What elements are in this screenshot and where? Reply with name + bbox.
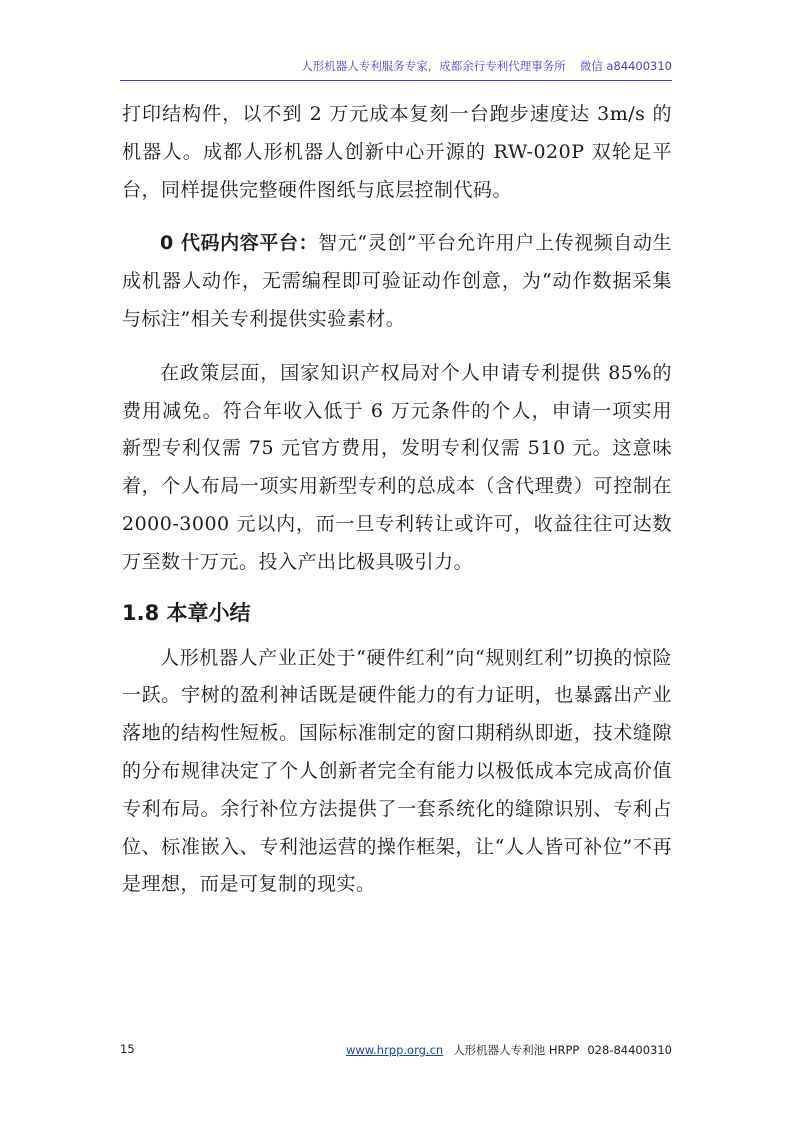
paragraph-chapter-summary: 人形机器人产业正处于“硬件红利”向“规则红利”切换的惊险一跃。宇树的盈利神话既是硬件能力的有力证明，也暴露出产业落地的结构性短板。国际标准制定的窗口期稍纵即逝，技术缝隙的分布规律决定了个人创新者完全有能力以极低成本完成高价值专利布局。余行补位方法提供了一套系统化的缝隙识别、专利占位、标准嵌入、专利池运营的操作框架，让“人人皆可补位”不再是理想，而是可复制的现实。 — [122, 646, 672, 896]
page-header — [120, 58, 672, 74]
paragraph-policy-fee-reduction: 在政策层面，国家知识产权局对个人申请专利提供 85%的费用减免。符合年收入低于 6 万元条件的个人，申请一项实用新型专利仅需 75 元官方费用，发明专利仅需 510 元。这意味着，个人布局一项实用新型专利的总成本（含代理费）可控制在 2000-3000 元以内，而一旦专利转让或许可，收益往往可达数万至数十万元。投入产出比极具吸引力。 — [122, 361, 672, 573]
document-body — [122, 96, 672, 904]
page-number: 15 — [120, 1042, 135, 1056]
header-firm-name: 人形机器人专利服务专家，成都余行专利代理事务所 — [301, 59, 566, 73]
footer-pool-name: 人形机器人专利池 HRPP — [453, 1043, 580, 1057]
paragraph-zero-code-platform — [122, 225, 672, 338]
header-wechat-contact: 微信 a84400310 — [579, 59, 672, 73]
section-heading: 1.8 本章小结 — [122, 600, 251, 625]
paragraph-zero-code-text: 智元“灵创”平台允许用户上传视频自动生成机器人动作，无需编程即可验证动作创意，为“动作数据采集与标注”相关专利提供实验素材。 — [122, 232, 672, 330]
footer-phone: 028-84400310 — [587, 1043, 672, 1057]
paragraph-lead-label: 0 代码内容平台： — [160, 232, 319, 255]
paragraph-open-source-platforms: 打印结构件，以不到 2 万元成本复刻一台跑步速度达 3m/s 的机器人。成都人形机器人创新中心开源的 RW-020P 双轮足平台，同样提供完整硬件图纸与底层控制代码。 — [122, 103, 672, 201]
website-link[interactable]: www.hrpp.org.cn — [345, 1043, 444, 1057]
header-divider — [120, 80, 672, 81]
footer-info — [346, 1042, 672, 1058]
